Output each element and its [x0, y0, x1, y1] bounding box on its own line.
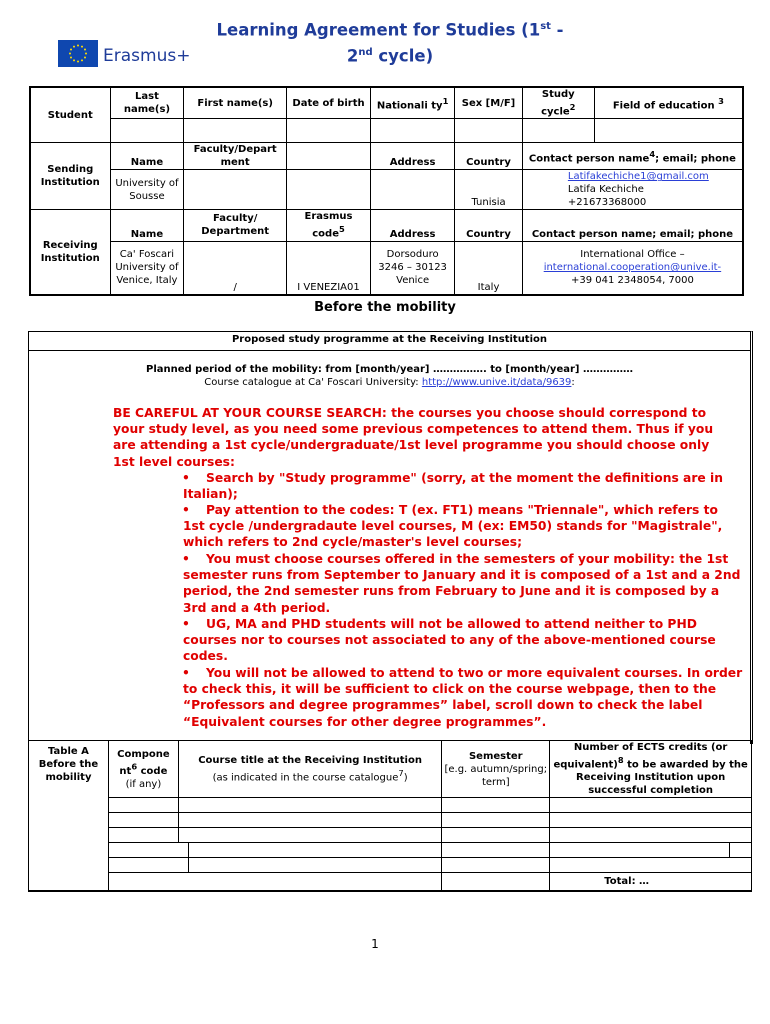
receiving-faculty-value: / [184, 241, 287, 295]
sending-col-contact: Contact person name$^4$; email; phone [522, 143, 743, 170]
receiving-email-link[interactable]: international.cooperation@unive.it- [543, 262, 722, 274]
section-heading-before: Before the mobility [314, 300, 456, 315]
sending-country-value: Tunisia [455, 170, 523, 210]
receiving-col-faculty: Faculty/ Department [184, 210, 287, 241]
sending-label: Sending Institution [30, 143, 110, 210]
eu-flag-icon [58, 40, 98, 67]
student-sex-cell[interactable] [455, 119, 523, 143]
sending-col-faculty: Faculty/Depart ment [184, 143, 287, 170]
col-course-title: Course title at the Receiving Institution (as indicated in the course catalogue$^7$) [178, 741, 441, 798]
col-component: Compone $nt^6$ code (if any) [108, 741, 178, 798]
table-row [29, 798, 752, 813]
course-catalogue: Course catalogue at Ca' Foscari University: http://www.unive.it/data/9639: [204, 377, 575, 388]
receiving-label: Receiving Institution [30, 210, 110, 295]
col-last-name: Last name(s) [110, 87, 184, 119]
page-number: 1 [371, 937, 379, 951]
student-field-cell[interactable] [594, 119, 743, 143]
warning-bullet: • Search by "Study programme" (sorry, at the moment the definitions are in Italian); [182, 471, 724, 502]
col-field: Field of education $^3$ [594, 87, 743, 119]
catalogue-link[interactable]: http://www.unive.it/data/9639 [421, 377, 572, 388]
receiving-address-value: Dorsoduro 3246 – 30123 Venice [371, 241, 455, 295]
table-row [29, 813, 752, 828]
sending-name-value: University of Sousse [110, 170, 184, 210]
total-cell: Total: … [550, 873, 752, 891]
student-nationality-cell[interactable] [371, 119, 455, 143]
col-semester: Semester [e.g. autumn/spring; term] [442, 741, 550, 798]
warning-bullet: • Pay attention to the codes: T (ex. FT1) means "Triennale", which refers to 1st cycle /undergradaute level courses, M (ex: EM50) stands for "Magistrale", which refers to 2nd cycle/master's level courses; [182, 503, 723, 550]
col-nationality: Nationali $ty^1$ [371, 87, 455, 119]
student-last-name-cell[interactable] [110, 119, 184, 143]
warning-bullet: • You must choose courses offered in the semesters of your mobility: the 1st semester runs from September to January and it is composed of a 1st and a 2nd period, the 2nd semester runs from February to June and it is composed by a 3rd and a 4th period. [182, 552, 741, 615]
sending-col-country: Country [455, 143, 523, 170]
col-first-name: First name(s) [184, 87, 287, 119]
student-institution-table [29, 86, 744, 296]
warning-bullet: • UG, MA and PHD students will not be allowed to attend neither to PHD courses nor to courses not associated to any of the above-mentioned course codes. [182, 617, 716, 664]
receiving-col-address: Address [371, 210, 455, 241]
receiving-erasmus-value: I VENEZIA01 [286, 241, 370, 295]
receiving-contact-value: International Office – international.cooperation@unive.it- +39 041 2348054, 7000 [522, 241, 743, 295]
table-a-label: Table A Before the mobility [29, 741, 109, 873]
sending-email-link[interactable]: Latifakechiche1@gmail.com [567, 171, 709, 183]
sending-col-name: Name [110, 143, 184, 170]
page-title: Learning Agreement for Studies (1st - 2nd cycle) [216, 20, 564, 65]
receiving-col-name: Name [110, 210, 184, 241]
receiving-country-value: Italy [455, 241, 523, 295]
sending-col-address: Address [371, 143, 455, 170]
student-first-name-cell[interactable] [184, 119, 287, 143]
table-row [29, 858, 752, 873]
student-dob-cell[interactable] [286, 119, 370, 143]
col-credits: Number of ECTS credits (or equivalent)$^8$ to be awarded by the Receiving Institution upon successful completion [550, 741, 752, 798]
planned-period: Planned period of the mobility: from [month/year] ……………. to [month/year] …………… [146, 364, 633, 375]
student-label: Student [30, 87, 110, 143]
warning-intro: BE CAREFUL AT YOUR COURSE SEARCH: the courses you choose should correspond to your study level, as you need some previous competences to attend them. Thus if you are attending a 1st cycle/undergraduate/1st level programme you should choose only 1st level courses: [113, 406, 714, 469]
receiving-col-country: Country [455, 210, 523, 241]
receiving-col-contact: Contact person name; email; phone [522, 210, 743, 241]
warning-bullet: • You will not be allowed to attend to two or more equivalent courses. In order to check this, it will be sufficient to click on the course webpage, then to the “Professors and degree programmes” label, scroll down to check the label “Equivalent courses for other degree programmes”. [182, 666, 743, 729]
receiving-col-erasmus: Erasmus code$^5$ [286, 210, 370, 241]
table-row [29, 843, 752, 858]
programme-heading: Proposed study programme at the Receiving Institution [29, 332, 750, 351]
col-dob: Date of birth [286, 87, 370, 119]
table-a [28, 740, 752, 892]
col-study-cycle: Study cycle$^2$ [522, 87, 594, 119]
receiving-name-value: Ca' Foscari University of Venice, Italy [110, 241, 184, 295]
erasmus-logo-text: Erasmus+ [103, 46, 191, 66]
student-cycle-cell[interactable] [522, 119, 594, 143]
table-row [29, 828, 752, 843]
sending-contact-value: Latifakechiche1@gmail.com Latifa Kechiche +21673368000 [522, 170, 743, 210]
col-sex: Sex [M/F] [455, 87, 523, 119]
